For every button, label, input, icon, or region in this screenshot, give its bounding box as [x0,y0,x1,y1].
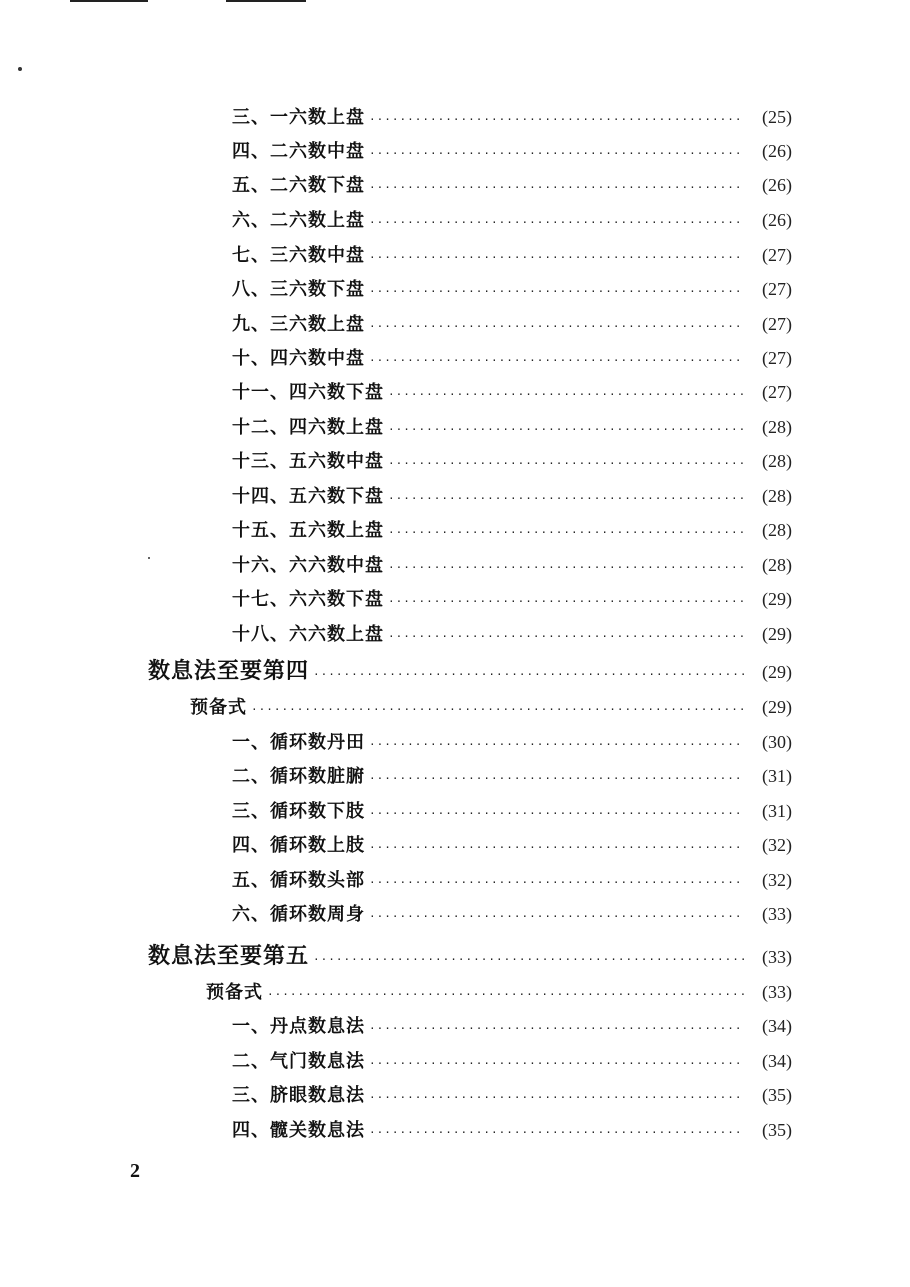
toc-entry-title: 五、循环数头部 [232,870,365,891]
toc-entry[interactable] [232,762,792,788]
toc-entry-title: 十二、四六数上盘 [232,417,384,438]
toc-entry-title: 十四、五六数下盘 [232,486,384,507]
toc-entry[interactable] [232,344,792,370]
dot-leader [313,953,744,966]
toc-entry-title: 三、脐眼数息法 [232,1085,365,1106]
toc-entry-page: (29) [762,697,792,717]
dot-leader [369,320,744,333]
toc-entry-title: 四、二六数中盘 [232,141,365,162]
dot-leader [369,876,744,889]
dot-leader [388,492,744,505]
dot-leader [369,113,744,126]
dot-leader [388,457,744,470]
toc-entry-page: (27) [762,279,792,299]
toc-entry[interactable] [232,275,792,301]
toc-entry-page: (25) [762,107,792,127]
toc-entry[interactable] [232,866,792,892]
toc-entry[interactable] [232,241,792,267]
dot-leader [388,388,744,401]
toc-entry-page: (27) [762,314,792,334]
dot-leader [369,1126,744,1139]
dot-leader [369,1022,744,1035]
toc-entry[interactable] [232,1116,792,1142]
dot-leader [313,668,744,681]
dot-leader [369,841,744,854]
toc-entry-title: 五、二六数下盘 [232,175,365,196]
dot-leader [388,561,744,574]
toc-entry-page: (29) [762,589,792,609]
toc-entry-title: 八、三六数下盘 [232,279,365,300]
toc-entry-title: 十七、六六数下盘 [232,589,384,610]
toc-entry-page: (26) [762,175,792,195]
toc-entry-title: 十一、四六数下盘 [232,382,384,403]
toc-entry[interactable] [232,137,792,163]
toc-entry-page: (28) [762,417,792,437]
toc-entry-title: 预备式 [190,697,247,718]
toc-entry-title: 十五、五六数上盘 [232,520,384,541]
toc-entry[interactable] [206,978,792,1004]
toc-entry-page: (27) [762,382,792,402]
toc-entry-page: (28) [762,486,792,506]
toc-entry-page: (29) [762,624,792,644]
dot-leader [369,181,744,194]
toc-entry-title: 二、循环数脏腑 [232,766,365,787]
dot-leader [369,354,744,367]
toc-entry[interactable] [232,1012,792,1038]
toc-entry-title: 十八、六六数上盘 [232,624,384,645]
scan-speck [18,67,22,71]
dot-leader [369,910,744,923]
toc-entry-page: (33) [762,947,792,967]
dot-leader [251,703,744,716]
toc-entry[interactable] [232,585,792,611]
toc-entry-page: (29) [762,662,792,682]
toc-entry-title: 数息法至要第五 [148,943,310,969]
toc-entry-title: 六、循环数周身 [232,904,365,925]
dot-leader [369,807,744,820]
toc-entry[interactable] [232,900,792,926]
toc-entry[interactable] [232,206,792,232]
dot-leader [388,526,744,539]
toc-entry[interactable] [232,831,792,857]
dot-leader [369,251,744,264]
toc-entry-title: 六、二六数上盘 [232,210,365,231]
toc-entry[interactable] [232,171,792,197]
toc-entry-page: (26) [762,141,792,161]
toc-entry-page: (30) [762,732,792,752]
toc-entry-title: 三、循环数下肢 [232,801,365,822]
toc-entry-page: (35) [762,1085,792,1105]
toc-entry-title: 七、三六数中盘 [232,245,365,266]
toc-entry[interactable] [148,939,792,970]
toc-entry[interactable] [232,620,792,646]
toc-entry-page: (35) [762,1120,792,1140]
toc-entry-page: (31) [762,766,792,786]
scan-speck [148,557,150,559]
toc-entry-page: (28) [762,555,792,575]
toc-entry-title: 九、三六数上盘 [232,314,365,335]
dot-leader [369,738,744,751]
toc-entry-title: 十、四六数中盘 [232,348,365,369]
dot-leader [369,772,744,785]
top-edge-rule [226,0,306,2]
dot-leader [369,216,744,229]
toc-entry-page: (34) [762,1051,792,1071]
toc-entry[interactable] [232,1047,792,1073]
toc-entry-title: 一、循环数丹田 [232,732,365,753]
toc-entry-page: (27) [762,348,792,368]
dot-leader [369,285,744,298]
toc-entry[interactable] [148,654,792,685]
toc-entry-title: 四、循环数上肢 [232,835,365,856]
toc-entry-title: 数息法至要第四 [148,658,310,684]
toc-entry-title: 十三、五六数中盘 [232,451,384,472]
dot-leader [369,1057,744,1070]
toc-entry-page: (32) [762,870,792,890]
toc-entry-title: 三、一六数上盘 [232,107,365,128]
dot-leader [388,630,744,643]
toc-entry[interactable] [232,1081,792,1107]
toc-entry-page: (28) [762,451,792,471]
dot-leader [369,1091,744,1104]
toc-entry[interactable] [232,551,792,577]
toc-entry-page: (33) [762,904,792,924]
dot-leader [369,147,744,160]
toc-entry[interactable] [232,310,792,336]
toc-entry-page: (28) [762,520,792,540]
toc-entry[interactable] [232,103,792,129]
toc-entry[interactable] [232,447,792,473]
toc-entry[interactable] [232,413,792,439]
toc-entry-title: 预备式 [206,982,263,1003]
toc-entry-page: (33) [762,982,792,1002]
toc-entry[interactable] [232,797,792,823]
toc-entry[interactable] [232,482,792,508]
toc-entry-page: (34) [762,1016,792,1036]
dot-leader [267,988,744,1001]
toc-entry-page: (32) [762,835,792,855]
dot-leader [388,423,744,436]
toc-entry-title: 四、髋关数息法 [232,1120,365,1141]
toc-entry-page: (31) [762,801,792,821]
toc-entry-title: 二、气门数息法 [232,1051,365,1072]
toc-entry-page: (26) [762,210,792,230]
toc-entry-title: 一、丹点数息法 [232,1016,365,1037]
toc-entry[interactable] [232,378,792,404]
toc-entry-page: (27) [762,245,792,265]
toc-entry[interactable] [190,693,792,719]
toc-entry[interactable] [232,516,792,542]
toc-entry[interactable] [232,728,792,754]
page-number: 2 [130,1160,140,1182]
dot-leader [388,595,744,608]
toc-entry-title: 十六、六六数中盘 [232,555,384,576]
top-edge-rule [70,0,148,2]
